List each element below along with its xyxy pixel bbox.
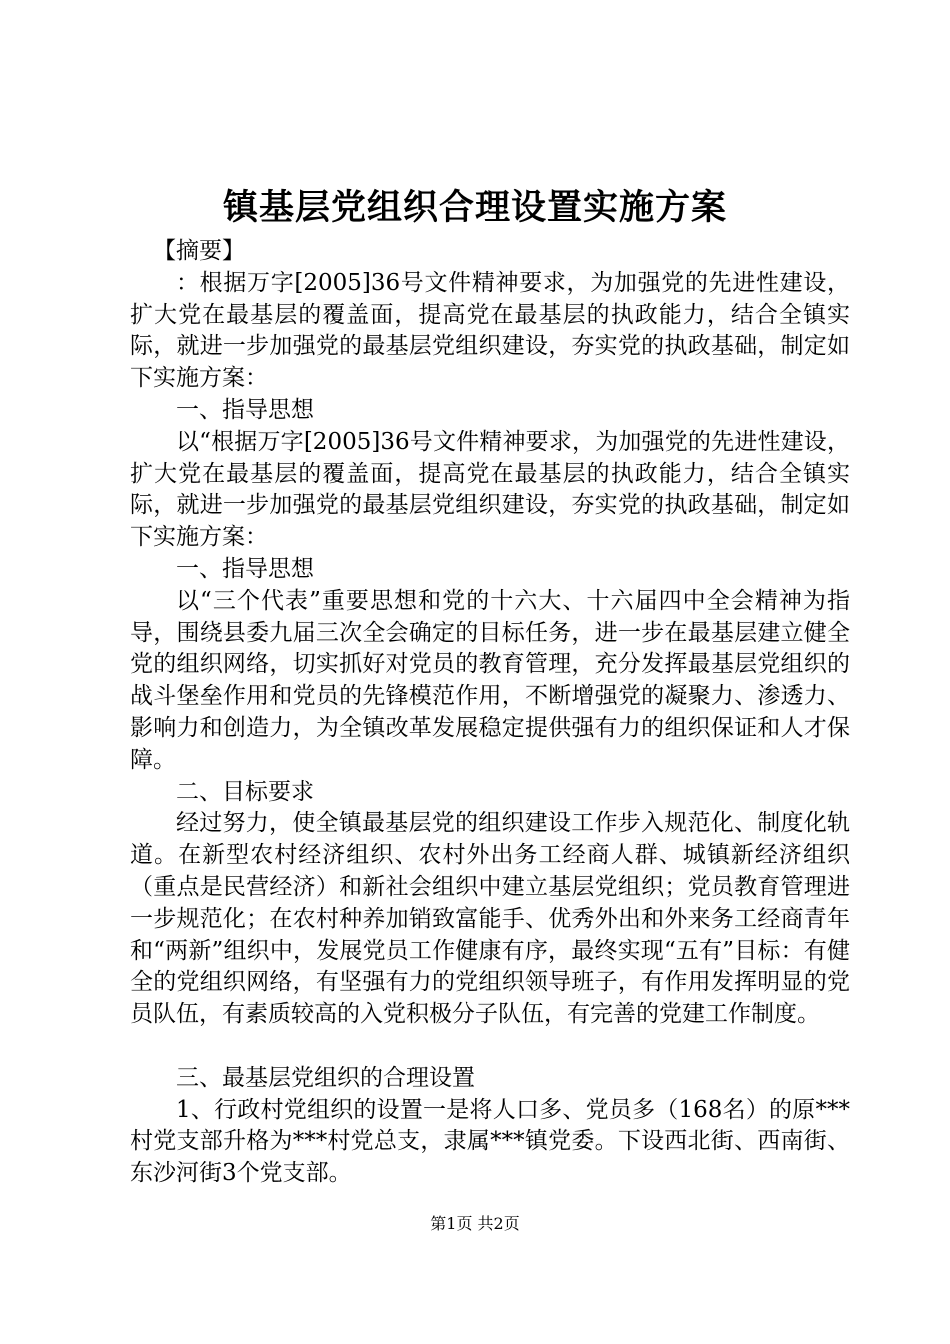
section-heading-guiding-ideology: 一、指导思想 <box>176 396 314 423</box>
document-body <box>130 236 850 1190</box>
paragraph-spacer <box>130 1031 850 1063</box>
body-paragraph: 以“根据万字[2005]36号文件精神要求，为加强党的先进性建设，扩大党在最基层的覆盖面，提高党在最基层的执政能力，结合全镇实际，就进一步加强党的最基层党组织建设，夯实党的执政基础，制定如下实施方案： <box>130 428 850 551</box>
body-paragraph: 1、行政村党组织的设置一是将人口多、党员多（168名）的原***村党支部升格为***村党总支，隶属***镇党委。下设西北街、西南街、东沙河街3个党支部。 <box>130 1096 850 1187</box>
page-footer: 第1页 共2页 <box>430 1214 520 1233</box>
abstract-label: 【摘要】 <box>153 238 245 264</box>
document-title: 镇基层党组织合理设置实施方案 <box>222 187 727 228</box>
section-heading-guiding-ideology-repeat: 一、指导思想 <box>176 555 314 582</box>
section-heading-org-setup: 三、最基层党组织的合理设置 <box>176 1064 475 1091</box>
abstract-paragraph: ：根据万字[2005]36号文件精神要求，为加强党的先进性建设，扩大党在最基层的覆盖面，提高党在最基层的执政能力，结合全镇实际，就进一步加强党的最基层党组织建设，夯实党的执政基础，制定如下实施方案： <box>130 269 850 392</box>
body-paragraph: 经过努力，使全镇最基层党的组织建设工作步入规范化、制度化轨道。在新型农村经济组织、农村外出务工经商人群、城镇新经济组织（重点是民营经济）和新社会组织中建立基层党组织；党员教育管理进一步规范化；在农村种养加销致富能手、优秀外出和外来务工经商青年和“两新”组织中，发展党员工作健康有序，最终实现“五有”目标：有健全的党组织网络，有坚强有力的党组织领导班子，有作用发挥明显的党员队伍，有素质较高的入党积极分子队伍，有完善的党建工作制度。 <box>130 810 850 1028</box>
body-paragraph: 以“三个代表”重要思想和党的十六大、十六届四中全会精神为指导，围绕县委九届三次全会确定的目标任务，进一步在最基层建立健全党的组织网络，切实抓好对党员的教育管理，充分发挥最基层党组织的战斗堡垒作用和党员的先锋模范作用，不断增强党的凝聚力、渗透力、影响力和创造力，为全镇改革发展稳定提供强有力的组织保证和人才保障。 <box>130 587 850 773</box>
section-heading-goals: 二、目标要求 <box>176 778 314 805</box>
